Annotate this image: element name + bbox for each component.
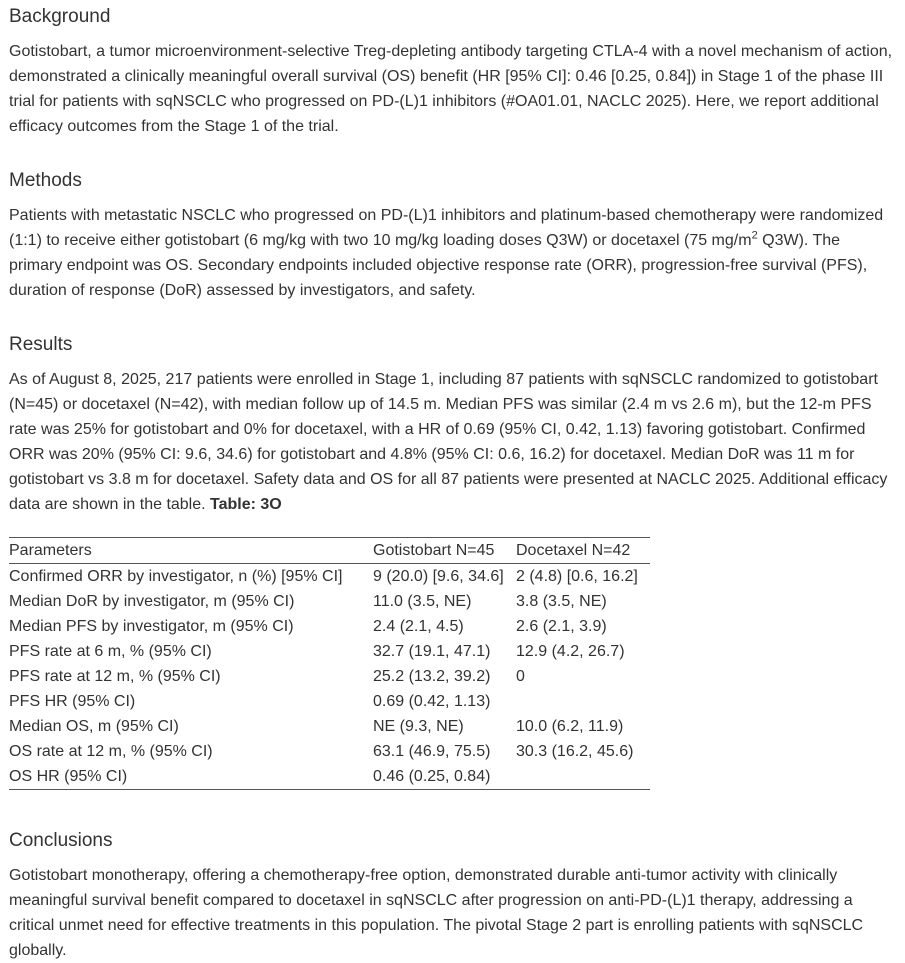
cell-parameter: PFS rate at 6 m, % (95% CI) [9, 643, 212, 660]
results-heading: Results [9, 334, 73, 355]
cell-parameter: Confirmed ORR by investigator, n (%) [95% CI] [9, 568, 343, 585]
conclusions-section [9, 828, 896, 963]
methods-text [9, 203, 896, 303]
cell-gotistobart: 2.4 (2.1, 4.5) [373, 618, 464, 635]
table-row [9, 614, 650, 639]
conclusions-text: Gotistobart monotherapy, offering a chemotherapy-free option, demonstrated durable anti-tumor activity with clinically meaningful survival benefit compared to docetaxel in sqNSCLC after progression on anti-PD-(L)1 therapy, addressing a critical unmet need for effective treatments in this population. The pivotal Stage 2 part is enrolling patients with sqNSCLC globally. [9, 867, 864, 959]
methods-text-part2: Q3W). The primary endpoint was OS. Secondary endpoints included objective response rate (ORR), progression-free survival (PFS), duration of response (DoR) assessed by investigators, and safety. [9, 232, 868, 299]
cell-docetaxel: 0 [516, 668, 525, 685]
cell-parameter: Median DoR by investigator, m (95% CI) [9, 593, 295, 610]
cell-gotistobart: 32.7 (19.1, 47.1) [373, 643, 491, 660]
table-row [9, 764, 650, 790]
cell-parameter: OS rate at 12 m, % (95% CI) [9, 743, 213, 760]
cell-gotistobart: 63.1 (46.9, 75.5) [373, 743, 491, 760]
header-parameters: Parameters [9, 542, 92, 559]
cell-docetaxel [516, 764, 650, 790]
cell-gotistobart: 0.69 (0.42, 1.13) [373, 693, 491, 710]
background-heading: Background [9, 6, 111, 27]
table-row [9, 564, 650, 590]
cell-gotistobart: NE (9.3, NE) [373, 718, 464, 735]
results-text [9, 367, 896, 517]
cell-parameter: PFS HR (95% CI) [9, 693, 136, 710]
table-row [9, 689, 650, 714]
cell-docetaxel: 12.9 (4.2, 26.7) [516, 643, 625, 660]
methods-text-part1: Patients with metastatic NSCLC who progressed on PD-(L)1 inhibitors and platinum-based chemotherapy were randomized (1:1) to receive either gotistobart (6 mg/kg with two 10 mg/kg loading doses Q3W) or docetaxel (75 mg/m [9, 207, 884, 249]
cell-gotistobart: 9 (20.0) [9.6, 34.6] [373, 568, 504, 585]
cell-gotistobart: 0.46 (0.25, 0.84) [373, 768, 491, 785]
cell-parameter: PFS rate at 12 m, % (95% CI) [9, 668, 221, 685]
background-section [9, 4, 896, 139]
cell-parameter: Median PFS by investigator, m (95% CI) [9, 618, 294, 635]
table-header-row [9, 538, 650, 564]
header-gotistobart: Gotistobart N=45 [373, 542, 495, 559]
table-label: Table: 3O [210, 496, 282, 513]
cell-docetaxel: 30.3 (16.2, 45.6) [516, 743, 634, 760]
table-row [9, 664, 650, 689]
table-row [9, 639, 650, 664]
results-section [9, 332, 896, 790]
table-row [9, 739, 650, 764]
cell-docetaxel: 3.8 (3.5, NE) [516, 593, 607, 610]
table-row [9, 589, 650, 614]
cell-parameter: Median OS, m (95% CI) [9, 718, 179, 735]
cell-docetaxel: 2.6 (2.1, 3.9) [516, 618, 607, 635]
table-row [9, 714, 650, 739]
cell-gotistobart: 11.0 (3.5, NE) [373, 593, 472, 610]
background-text: Gotistobart, a tumor microenvironment-selective Treg-depleting antibody targeting CTLA-4 with a novel mechanism of action, demonstrated a clinically meaningful overall survival (OS) benefit (HR [95% CI]: 0.46 [0.25, 0.84]) in Stage 1 of the phase III trial for patients with sqNSCLC who progressed on PD-(L)1 inhibitors (#OA01.01, NACLC 2025). Here, we report additional efficacy outcomes from the Stage 1 of the trial. [9, 43, 893, 135]
methods-heading: Methods [9, 170, 82, 191]
cell-parameter: OS HR (95% CI) [9, 768, 128, 785]
methods-section [9, 168, 896, 303]
conclusions-heading: Conclusions [9, 830, 113, 851]
efficacy-table [9, 537, 650, 790]
cell-gotistobart: 25.2 (13.2, 39.2) [373, 668, 491, 685]
cell-docetaxel: 10.0 (6.2, 11.9) [516, 718, 624, 735]
results-text-body: As of August 8, 2025, 217 patients were enrolled in Stage 1, including 87 patients with sqNSCLC randomized to gotistobart (N=45) or docetaxel (N=42), with median follow up of 14.5 m. Median PFS was similar (2.4 m vs 2.6 m), but the 12-m PFS rate was 25% for gotistobart and 0% for docetaxel, with a HR of 0.69 (95% CI, 0.42, 1.13) favoring gotistobart. Confirmed ORR was 20% (95% CI: 9.6, 34.6) for gotistobart and 4.8% (95% CI: 0.6, 16.2) for docetaxel. Median DoR was 11 m for gotistobart vs 3.8 m for docetaxel. Safety data and OS for all 87 patients were presented at NACLC 2025. Additional efficacy data are shown in the table. [9, 371, 888, 513]
superscript-2: 2 [751, 229, 758, 242]
cell-docetaxel: 2 (4.8) [0.6, 16.2] [516, 568, 638, 585]
header-docetaxel: Docetaxel N=42 [516, 542, 631, 559]
cell-docetaxel [516, 689, 650, 714]
